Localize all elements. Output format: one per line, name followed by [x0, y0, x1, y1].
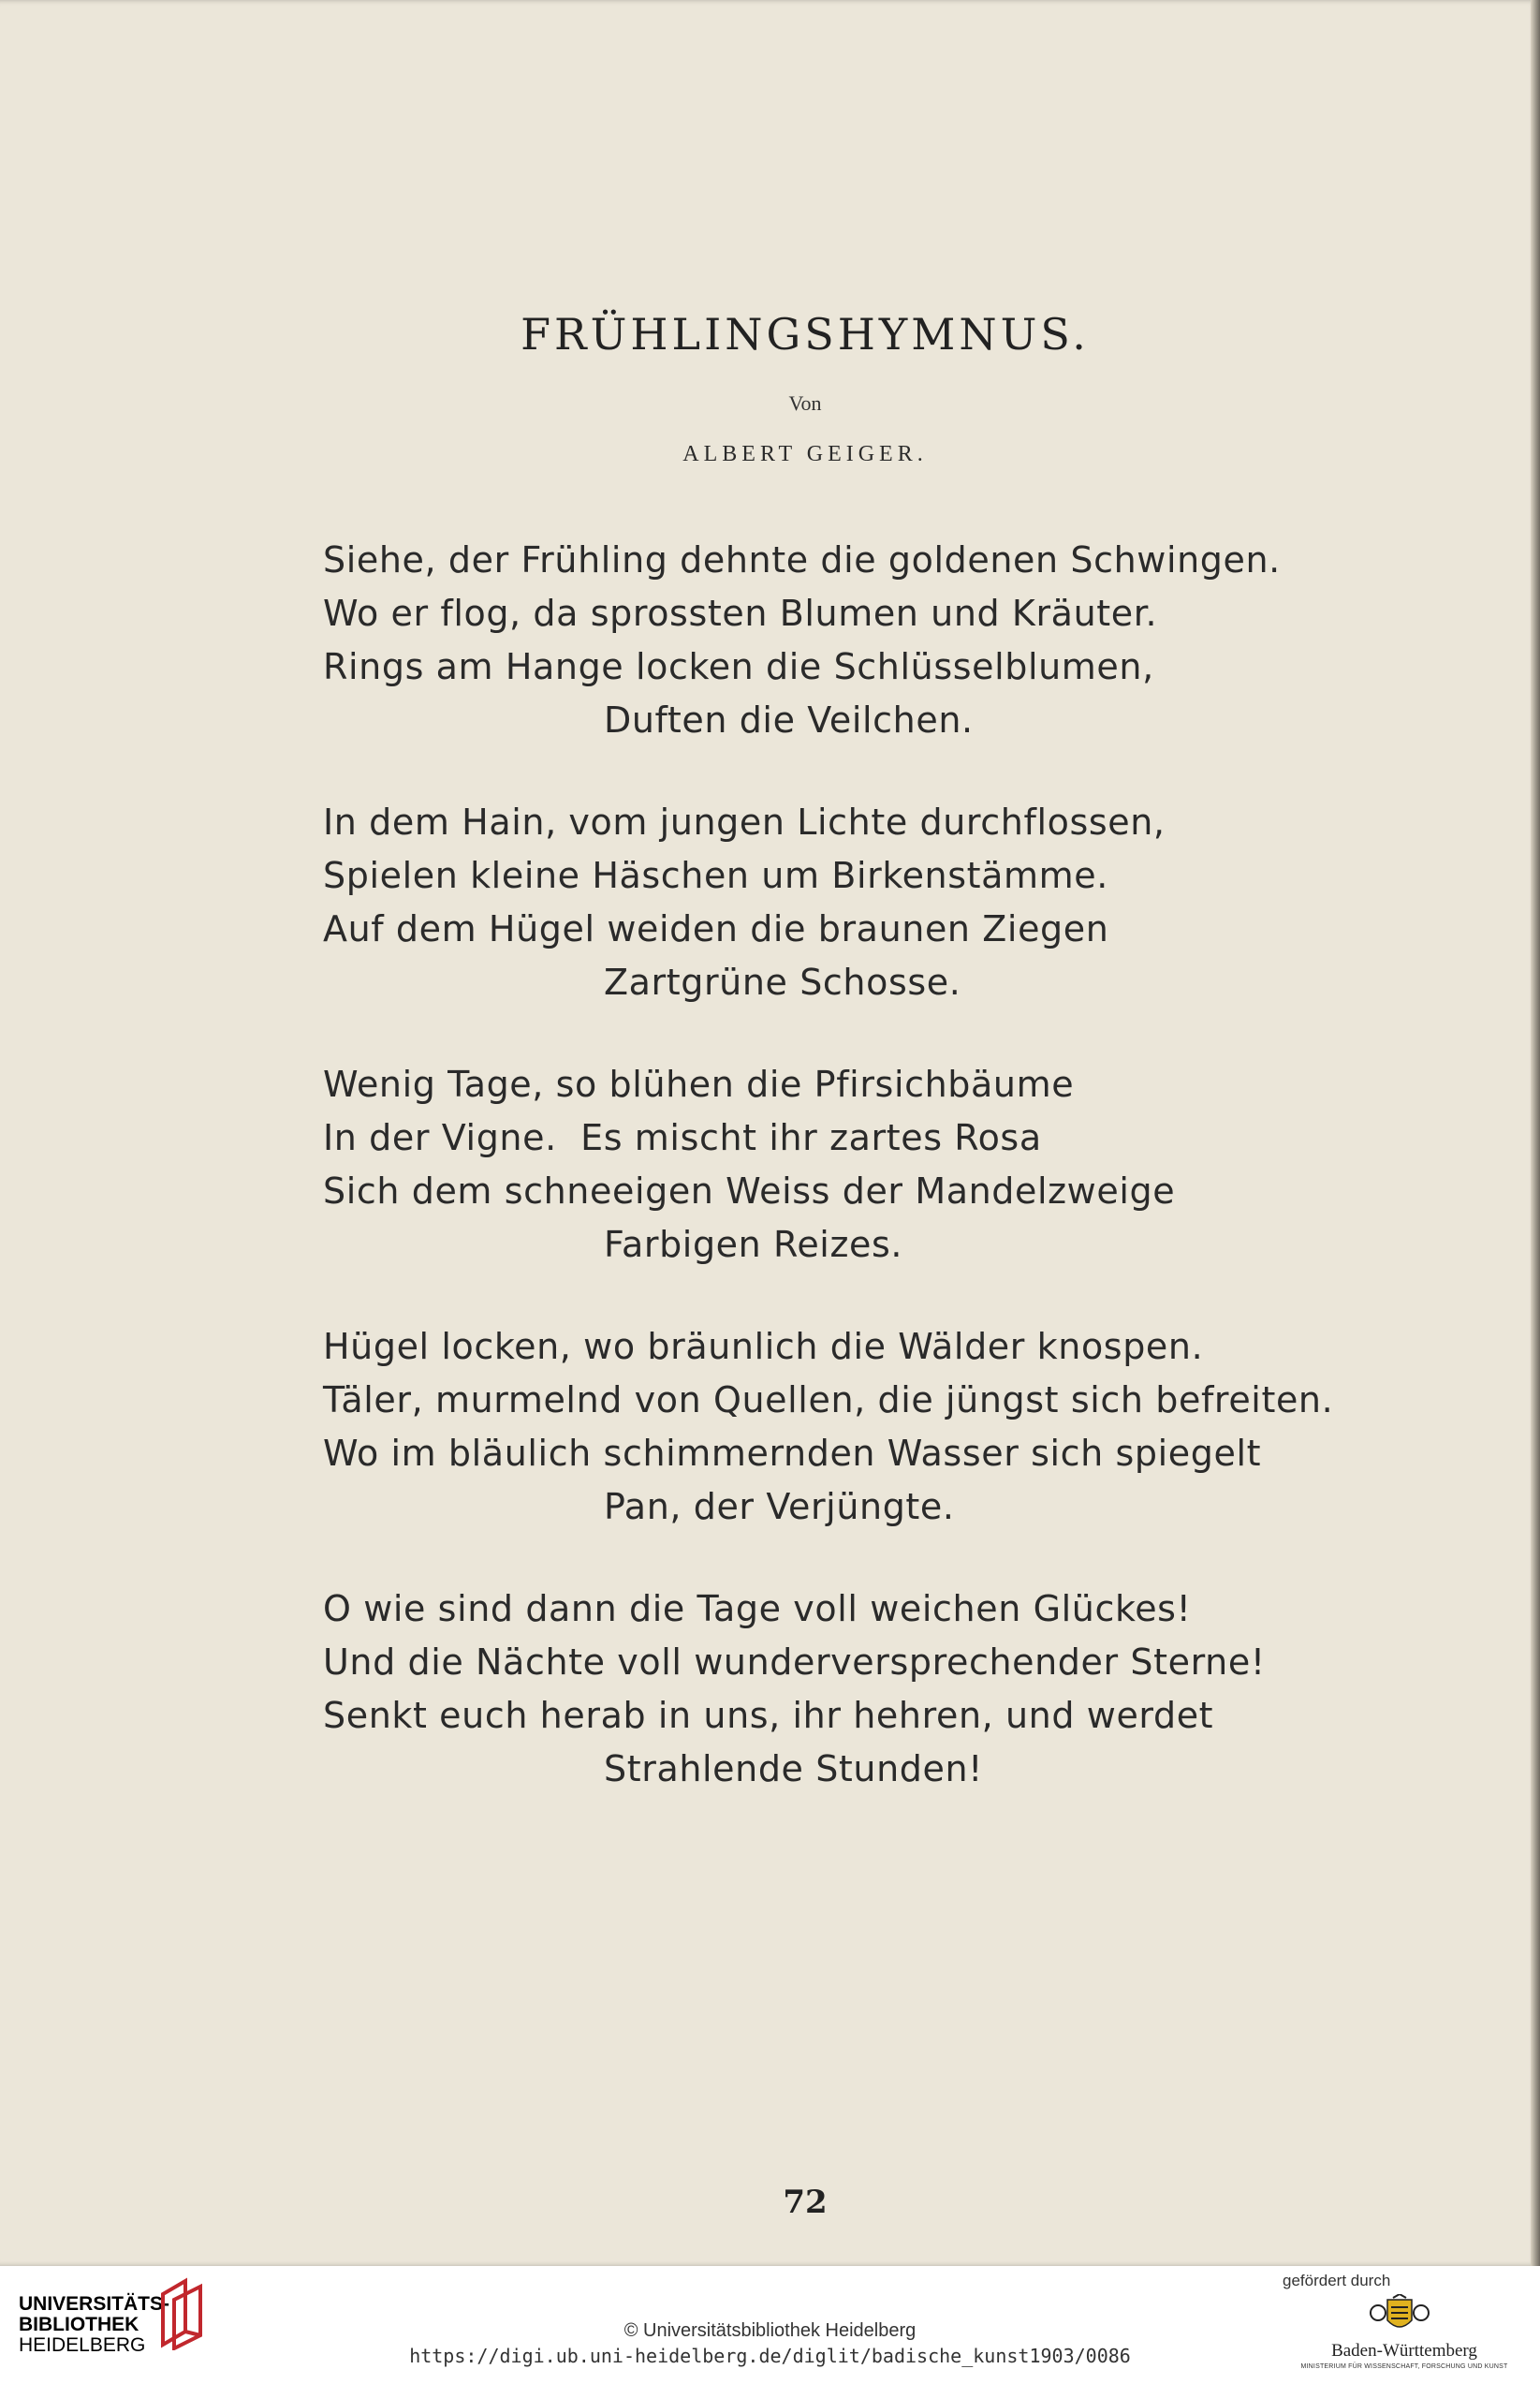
- verse-line: Pan, der Verjüngte.: [604, 1486, 955, 1527]
- library-logo-line: UNIVERSITÄTS-: [19, 2293, 170, 2315]
- verse-line: In der Vigne. Es mischt ihr zartes Rosa: [323, 1117, 1042, 1158]
- verse-line: Wo er flog, da sprossten Blumen und Kräuter.: [323, 593, 1158, 634]
- sponsor-name: Baden-Württemberg: [1331, 2341, 1477, 2361]
- library-logo-line: BIBLIOTHEK: [19, 2314, 139, 2335]
- viewer-footer: [0, 2266, 1540, 2384]
- verse-line: Senkt euch herab in uns, ihr hehren, und werdet: [323, 1695, 1214, 1736]
- verse-line: Hügel locken, wo bräunlich die Wälder knospen.: [323, 1326, 1204, 1367]
- poem-body: [323, 534, 1371, 1845]
- verse-line: O wie sind dann die Tage voll weichen Glückes!: [323, 1588, 1192, 1629]
- permalink-url[interactable]: https://digi.ub.uni-heidelberg.de/diglit/badische_kunst1903/0086: [409, 2345, 1131, 2367]
- verse-line: Farbigen Reizes.: [604, 1224, 903, 1265]
- stanza: [323, 534, 1371, 747]
- stanza: [323, 1058, 1371, 1272]
- stanza: [323, 1582, 1371, 1796]
- byline-prefix: Von: [788, 391, 822, 415]
- poem-title: FRÜHLINGSHYMNUS.: [521, 309, 1090, 360]
- verse-line: In dem Hain, vom jungen Lichte durchflossen,: [323, 802, 1166, 843]
- verse-line: Rings am Hange locken die Schlüsselblumen,: [323, 646, 1154, 687]
- coat-of-arms-icon: [1367, 2294, 1432, 2342]
- verse-line: Zartgrüne Schosse.: [604, 962, 961, 1003]
- stanza: [323, 1320, 1371, 1534]
- verse-line: Wo im bläulich schimmernden Wasser sich spiegelt: [323, 1433, 1262, 1474]
- verse-line: Wenig Tage, so blühen die Pfirsichbäume: [323, 1064, 1075, 1105]
- verse-line: Auf dem Hügel weiden die braunen Ziegen: [323, 908, 1109, 949]
- verse-line: Duften die Veilchen.: [604, 699, 974, 741]
- stanza: [323, 796, 1371, 1009]
- verse-line: Spielen kleine Häschen um Birkenstämme.: [323, 855, 1108, 896]
- copyright-notice: © Universitätsbibliothek Heidelberg: [623, 2320, 917, 2341]
- verse-line: Und die Nächte voll wunderversprechender Sterne!: [323, 1641, 1266, 1683]
- verse-line: Täler, murmelnd von Quellen, die jüngst sich befreiten.: [323, 1379, 1334, 1420]
- verse-line: Sich dem schneeigen Weiss der Mandelzweige: [323, 1170, 1176, 1212]
- ub-book-mark-icon: [157, 2275, 212, 2355]
- author-name: ALBERT GEIGER.: [682, 442, 928, 466]
- funding-label: gefördert durch: [1283, 2272, 1391, 2289]
- sponsor-subtitle: MINISTERIUM FÜR WISSENSCHAFT, FORSCHUNG UND KUNST: [1300, 2363, 1508, 2370]
- verse-line: Siehe, der Frühling dehnte die goldenen Schwingen.: [323, 539, 1281, 581]
- library-logo-line: HEIDELBERG: [19, 2334, 146, 2356]
- page-number: 72: [783, 2184, 828, 2221]
- verse-line: Strahlende Stunden!: [604, 1748, 984, 1789]
